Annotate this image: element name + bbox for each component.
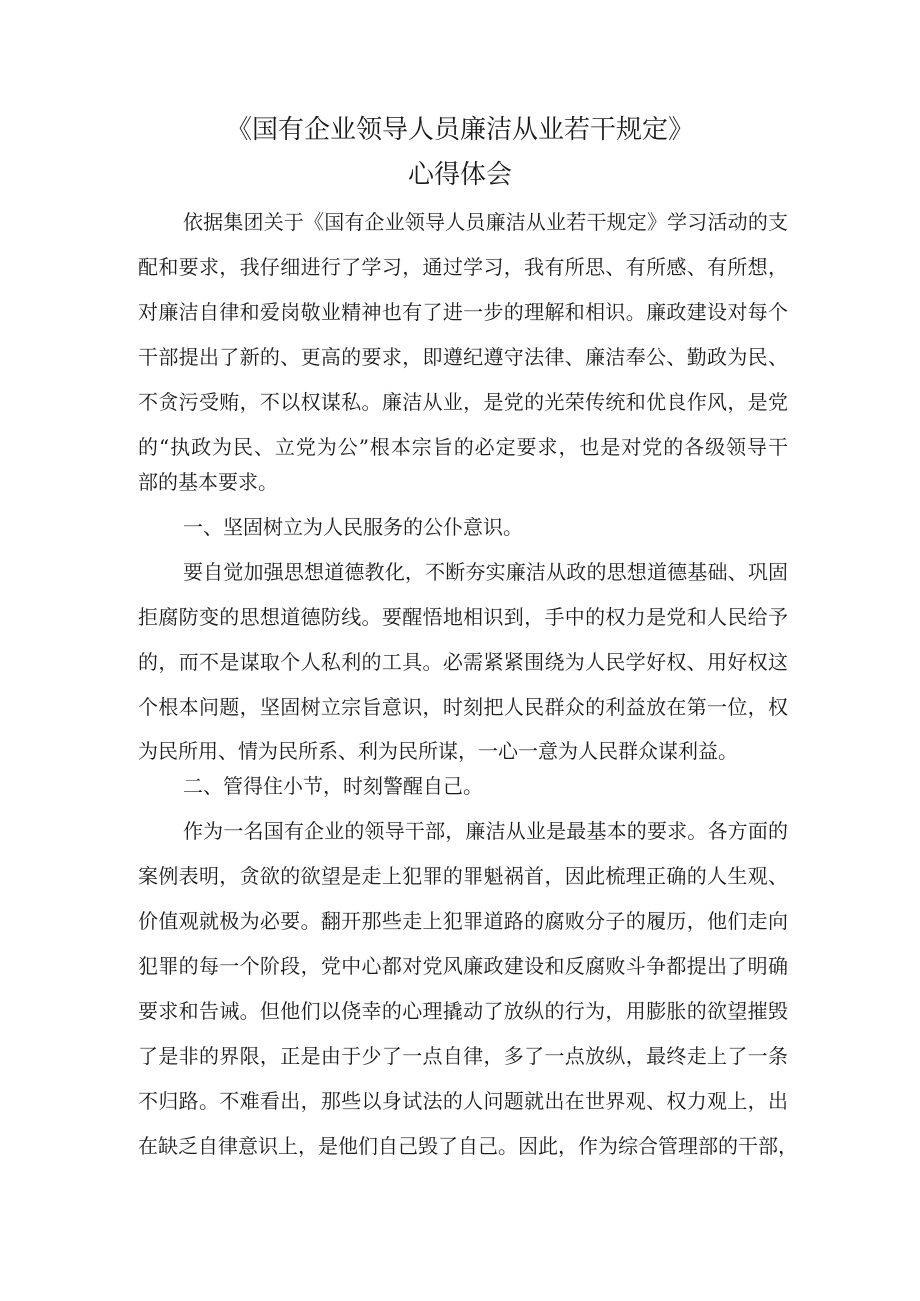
document-title: 《国有企业领导人员廉洁从业若干规定》 — [225, 115, 694, 145]
paragraph-line: 配和要求，我仔细进行了学习，通过学习，我有所思、有所感、有所想， — [138, 255, 788, 279]
paragraph-line: 价值观就极为必要。翻开那些走上犯罪道路的腐败分子的履历，他们走向 — [138, 909, 788, 933]
paragraph-line: 在缺乏自律意识上，是他们自己毁了自己。因此，作为综合管理部的干部， — [138, 1134, 798, 1158]
paragraph-line: 拒腐防变的思想道德防线。要醒悟地相识到，手中的权力是党和人民给予 — [138, 605, 788, 629]
paragraph-line: 干部提出了新的、更高的要求，即遵纪遵守法律、廉洁奉公、勤政为民、 — [138, 345, 788, 369]
document-subtitle: 心得体会 — [407, 160, 512, 190]
paragraph-line: 不贪污受贿，不以权谋私。廉洁从业，是党的光荣传统和优良作风，是党 — [138, 390, 788, 414]
paragraph-line: 作为一名国有企业的领导干部，廉洁从业是最基本的要求。各方面的 — [183, 819, 788, 843]
paragraph-line: 犯罪的每一个阶段，党中心都对党风廉政建设和反腐败斗争都提出了明确 — [138, 954, 788, 978]
paragraph-line: 不归路。不难看出，那些以身试法的人问题就出在世界观、权力观上，出 — [138, 1089, 788, 1113]
section-heading: 二、管得住小节，时刻警醒自己。 — [183, 774, 483, 798]
section-heading: 一、坚固树立为人民服务的公仆意识。 — [183, 515, 523, 539]
paragraph-line: 要自觉加强思想道德教化，不断夯实廉洁从政的思想道德基础、巩固 — [183, 560, 788, 584]
paragraph-line: 个根本问题，坚固树立宗旨意识，时刻把人民群众的利益放在第一位，权 — [138, 695, 788, 719]
paragraph-line: 对廉洁自律和爱岗敬业精神也有了进一步的理解和相识。廉政建设对每个 — [138, 300, 788, 324]
paragraph-line: 了是非的界限，正是由于少了一点自律，多了一点放纵，最终走上了一条 — [138, 1044, 788, 1068]
paragraph-line: 案例表明，贪欲的欲望是走上犯罪的罪魁祸首，因此梳理正确的人生观、 — [138, 864, 788, 888]
paragraph-line: 的“执政为民、立党为公”根本宗旨的必定要求，也是对党的各级领导干 — [138, 435, 788, 459]
paragraph-line: 要求和告诫。但他们以侥幸的心理撬动了放纵的行为，用膨胀的欲望摧毁 — [138, 999, 788, 1023]
paragraph-line: 依据集团关于《国有企业领导人员廉洁从业若干规定》学习活动的支 — [183, 210, 788, 234]
paragraph-line: 为民所用、情为民所系、利为民所谋，一心一意为人民群众谋利益。 — [138, 739, 738, 763]
paragraph-line: 部的基本要求。 — [138, 470, 278, 494]
paragraph-line: 的，而不是谋取个人私利的工具。必需紧紧围绕为人民学好权、用好权这 — [138, 650, 788, 674]
